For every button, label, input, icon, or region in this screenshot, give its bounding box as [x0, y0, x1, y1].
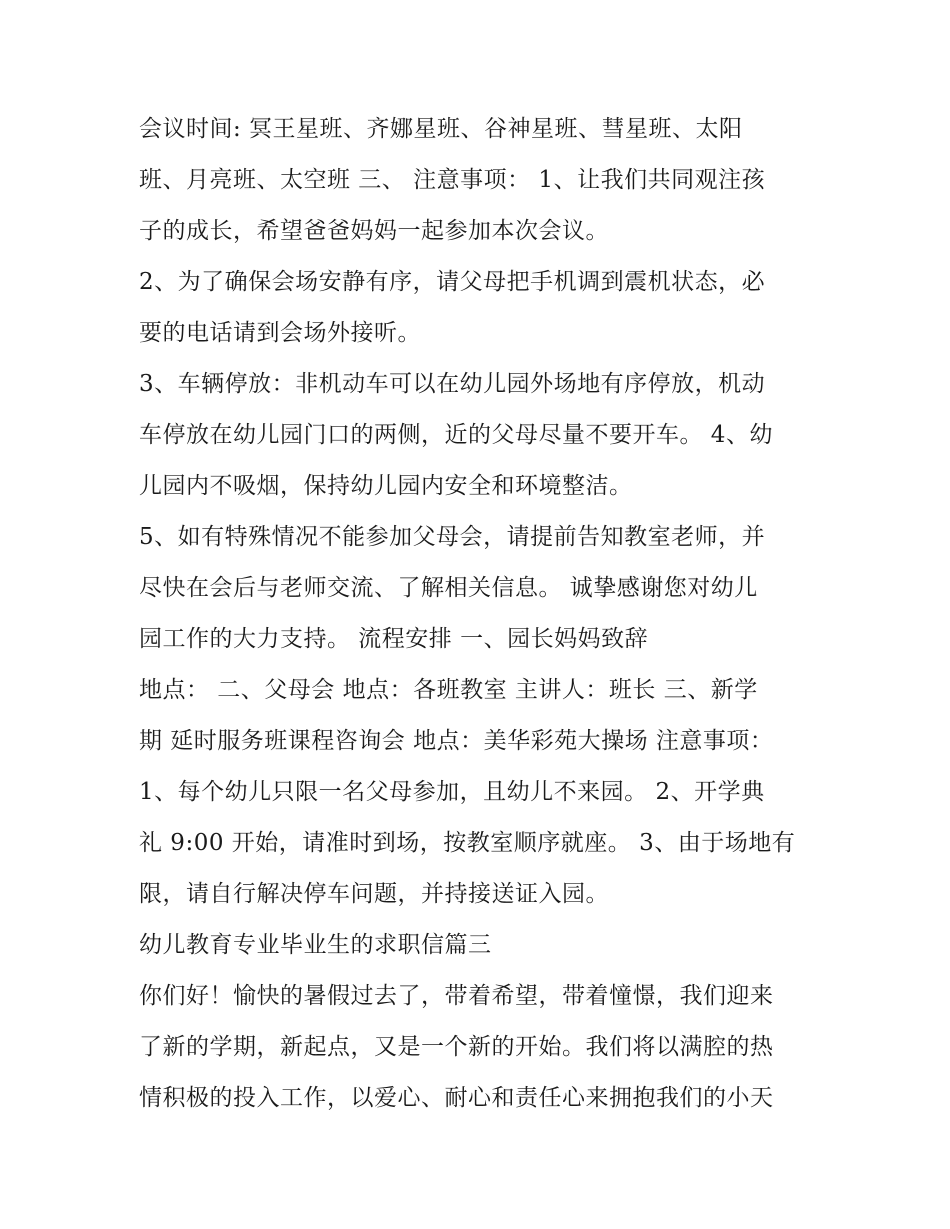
text-line-5: 要的电话请到会场外接听。 [139, 320, 421, 346]
text-line-20: 情积极的投入工作，以爱心、耐心和责任心来拥抱我们的小天 [139, 1085, 774, 1111]
text-line-19: 了新的学期，新起点，又是一个新的开始。我们将以满腔的热 [139, 1034, 774, 1060]
text-line-15: 礼 9:00 开始，请准时到场，按教室顺序就座。 3、由于场地有 [139, 830, 796, 856]
text-line-2: 班、月亮班、太空班 三、 注意事项： 1、让我们共同观注孩 [139, 167, 766, 193]
text-line-3: 子的成长，希望爸爸妈妈一起参加本次会议。 [139, 218, 609, 244]
text-line-12: 地点： 二、父母会 地点：各班教室 主讲人：班长 三、新学 [139, 677, 758, 703]
text-line-6: 3、车辆停放：非机动车可以在幼儿园外场地有序停放，机动 [139, 371, 766, 397]
text-line-11: 园工作的大力支持。 流程安排 一、园长妈妈致辞 [139, 626, 649, 652]
text-line-7: 车停放在幼儿园门口的两侧，近的父母尽量不要开车。 4、幼 [139, 422, 773, 448]
text-line-13: 期 延时服务班课程咨询会 地点：美华彩苑大操场 注意事项： [139, 728, 774, 754]
text-line-9: 5、如有特殊情况不能参加父母会，请提前告知教室老师，并 [139, 524, 766, 550]
text-line-8: 儿园内不吸烟，保持幼儿园内安全和环境整洁。 [139, 473, 633, 499]
text-line-1: 会议时间: 冥王星班、齐娜星班、谷神星班、彗星班、太阳 [139, 116, 743, 142]
text-line-16: 限，请自行解决停车问题，并持接送证入园。 [139, 881, 609, 907]
text-line-14: 1、每个幼儿只限一名父母参加，且幼儿不来园。 2、开学典 [139, 779, 765, 805]
text-line-4: 2、为了确保会场安静有序，请父母把手机调到震机状态，必 [139, 269, 766, 295]
text-line-18: 你们好！愉快的暑假过去了，带着希望，带着憧憬，我们迎来 [139, 983, 774, 1009]
section-heading: 幼儿教育专业毕业生的求职信篇三 [139, 932, 492, 958]
text-line-10: 尽快在会后与老师交流、了解相关信息。 诚挚感谢您对幼儿 [139, 575, 758, 601]
document-body [139, 104, 829, 1124]
